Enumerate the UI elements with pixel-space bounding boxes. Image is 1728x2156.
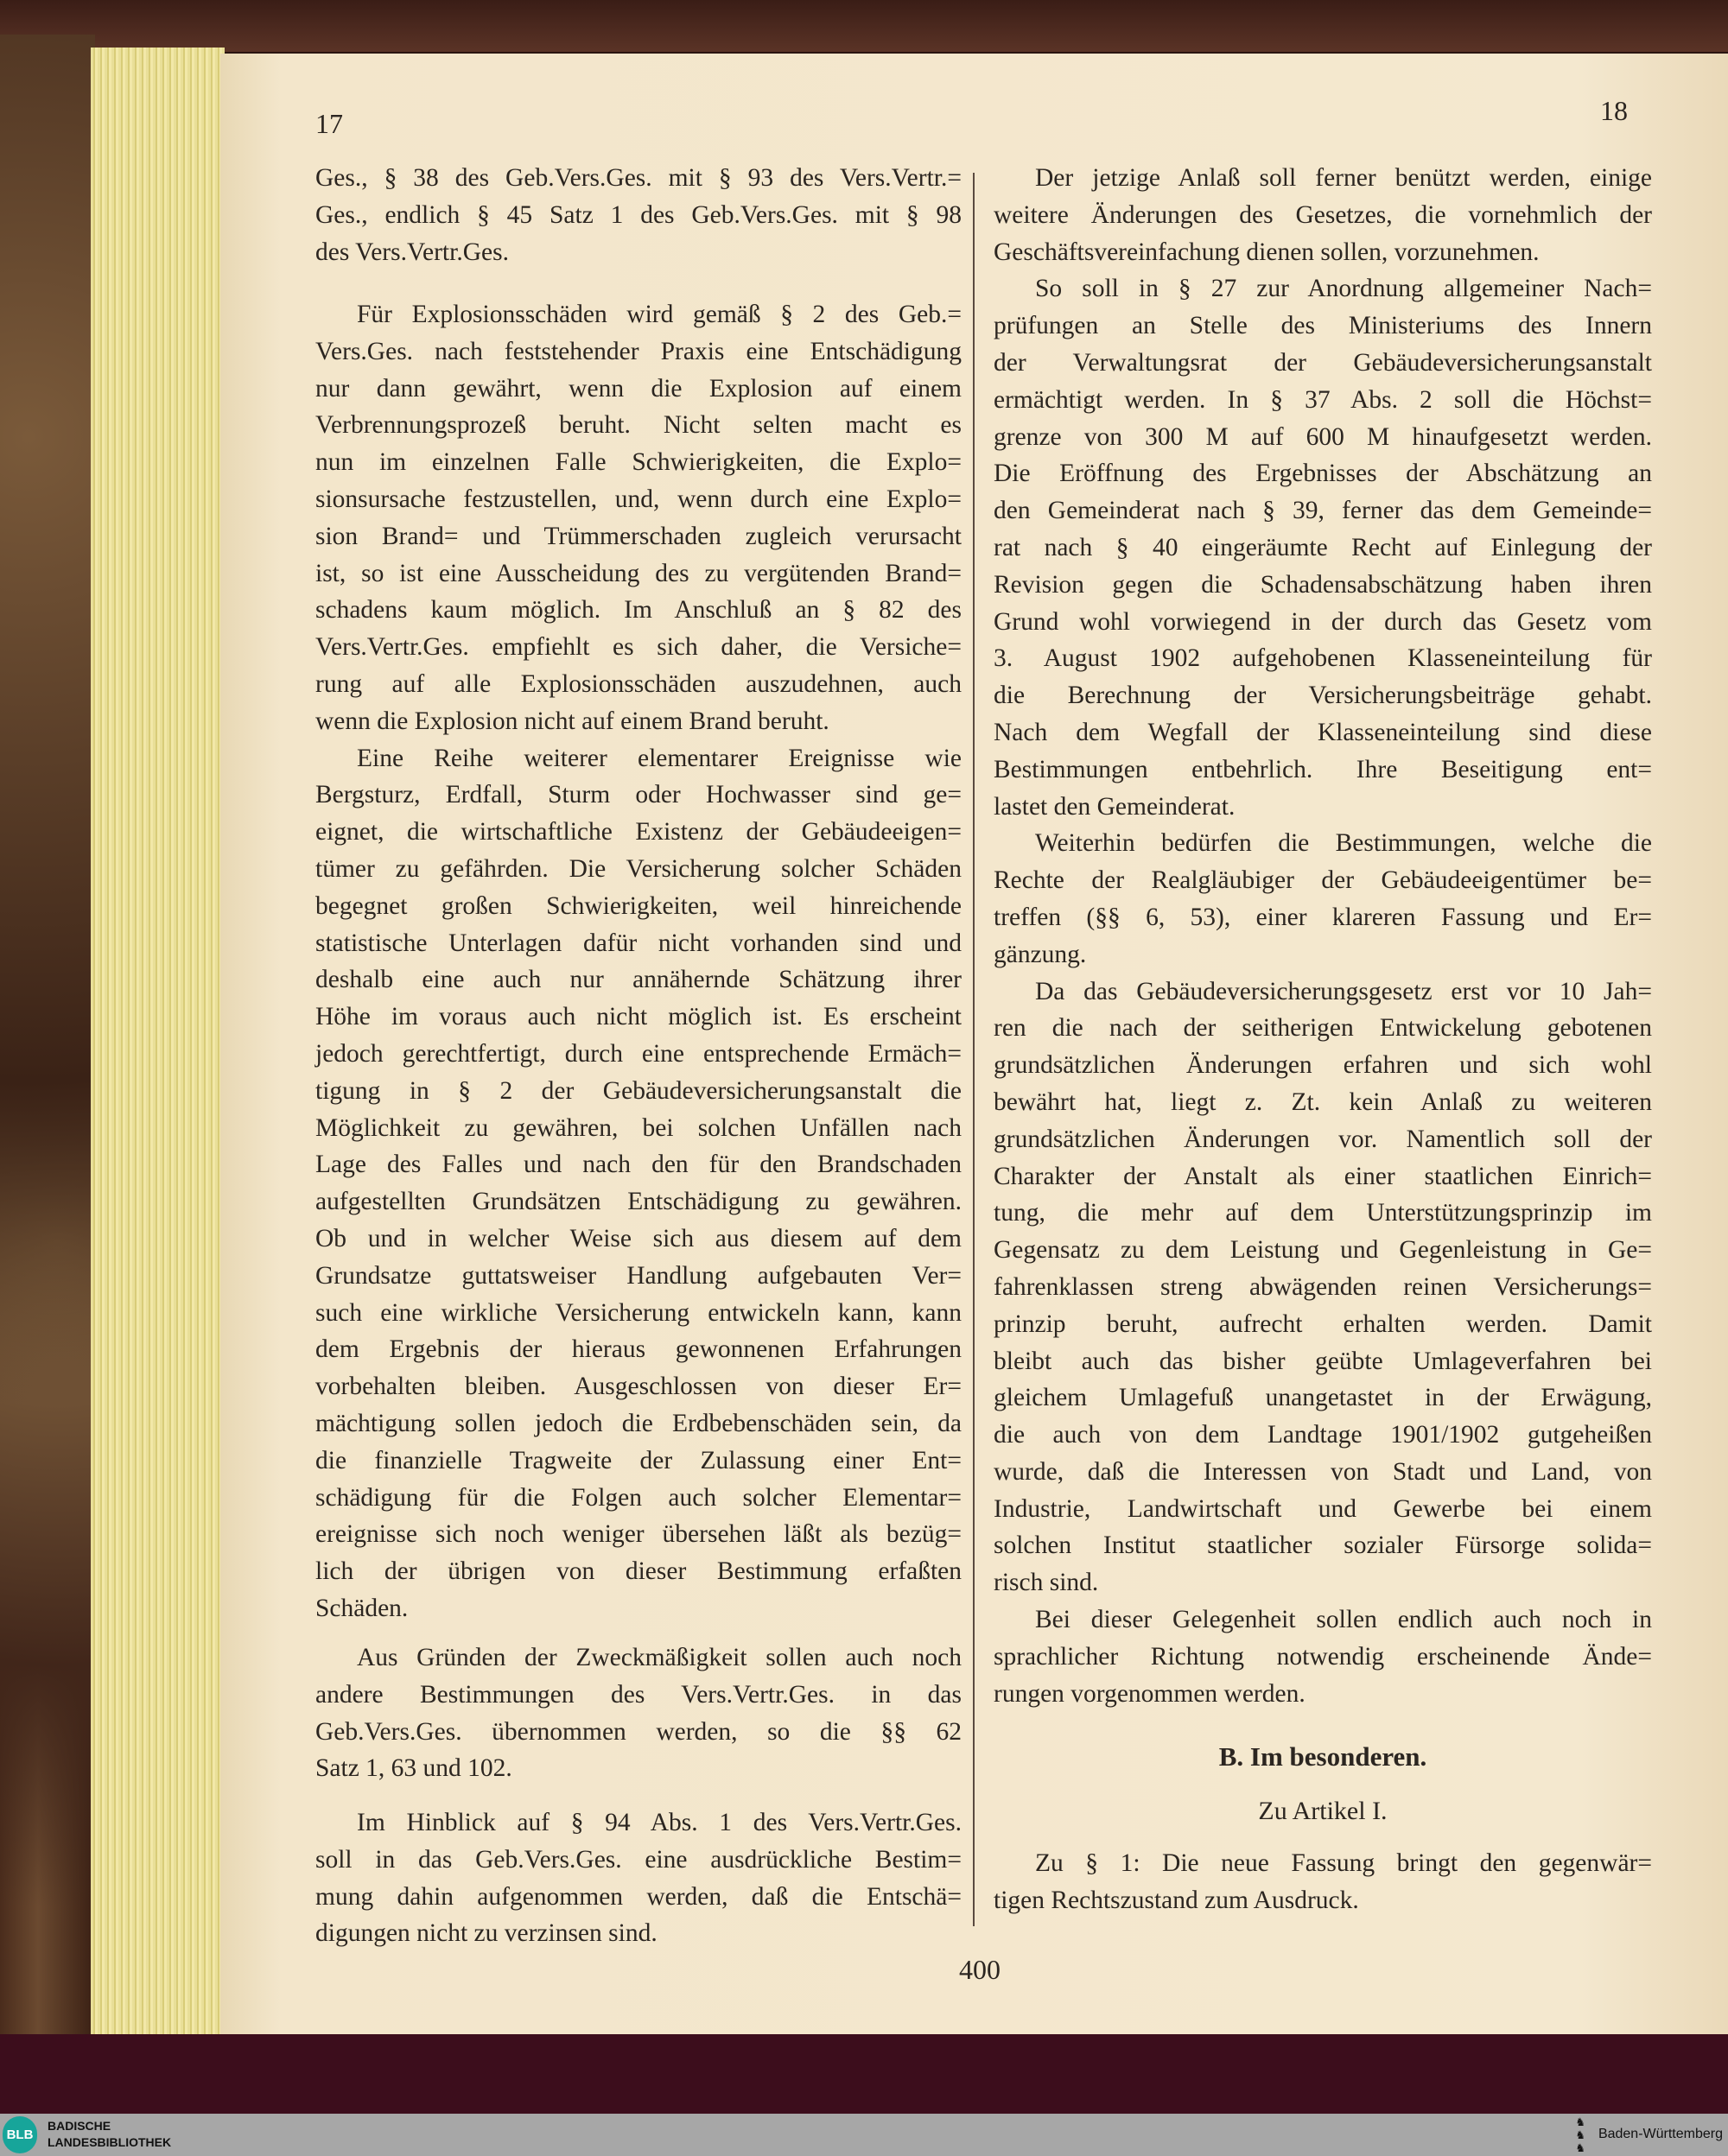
text-line: Geschäftsvereinfachung dienen sollen, vorzunehmen. <box>994 238 1540 266</box>
library-name <box>48 2118 171 2151</box>
text-line: gänzung. <box>994 940 1087 968</box>
text-line: ren die nach der seitherigen Entwickelung gebotenen <box>994 1014 1652 1043</box>
text-line: Weiterhin bedürfen die Bestimmungen, welche die <box>1035 829 1652 858</box>
text-line: mung dahin aufgenommen werden, daß die Entschä= <box>315 1882 962 1911</box>
text-line: die finanzielle Tragweite der Zulassung einer Ent= <box>315 1446 962 1474</box>
library-name-line2: LANDESBIBLIOTHEK <box>48 2135 172 2149</box>
text-line: die auch von dem Landtage 1901/1902 gutgeheißen <box>994 1421 1652 1449</box>
text-line: lich der übrigen von dieser Bestimmung erfaßten <box>315 1557 962 1586</box>
text-line: Verbrennungsprozeß beruht. Nicht selten macht es <box>315 411 962 440</box>
text-line: schadens kaum möglich. Im Anschluß an § 82 des <box>315 596 962 625</box>
baden-wuerttemberg-lions-icon: ♞ ♞ ♞ <box>1575 2115 1585 2154</box>
text-line: 3. August 1902 aufgehobenen Klasseneinteilung für <box>994 644 1652 673</box>
paragraph <box>315 1639 962 1787</box>
text-line: Grund wohl vorwiegend in der durch das Gesetz vom <box>994 607 1652 636</box>
paragraph <box>994 1601 1652 1712</box>
blb-logo[interactable]: BLB <box>3 2116 37 2153</box>
right-column-block <box>994 160 1652 1712</box>
text-line: des Vers.Vertr.Ges. <box>315 238 509 266</box>
article-heading: Zu Artikel I. <box>1258 1797 1388 1825</box>
text-line: treffen (§§ 6, 53), einer klareren Fassung und Er= <box>994 903 1652 931</box>
text-line: fahrenklassen streng abwägenden reinen Versicherungs= <box>994 1272 1652 1301</box>
page-number-left: 17 <box>315 108 343 139</box>
text-line: Ges., § 38 des Geb.Vers.Ges. mit § 93 des Vers.Vertr.= <box>315 164 962 192</box>
text-line: begegnet großen Schwierigkeiten, weil hinreichende <box>315 891 962 920</box>
text-line: Geb.Vers.Ges. übernommen werden, so die §§ 62 <box>315 1717 962 1746</box>
text-line: Ges., endlich § 45 Satz 1 des Geb.Vers.Ges. mit § 98 <box>315 200 962 229</box>
text-line: mächtigung sollen jedoch die Erdbebenschäden sein, da <box>315 1409 962 1437</box>
text-line: So soll in § 27 zur Anordnung allgemeiner Nach= <box>1035 275 1652 303</box>
text-line: Vers.Vertr.Ges. empfiehlt es sich daher, die Versiche= <box>315 633 962 662</box>
text-line: nur dann gewährt, wenn die Explosion auf einem <box>315 374 962 403</box>
text-line: Im Hinblick auf § 94 Abs. 1 des Vers.Vertr.Ges. <box>357 1809 962 1836</box>
column-divider <box>973 173 975 1926</box>
text-line: Satz 1, 63 und 102. <box>315 1754 512 1783</box>
right-column-block <box>994 1845 1652 1919</box>
paragraph <box>994 973 1652 1602</box>
text-line: Grundsatze guttatsweiser Handlung aufgebauten Ver= <box>315 1261 962 1290</box>
text-line: rungen vorgenommen werden. <box>994 1679 1306 1708</box>
paragraph <box>994 270 1652 825</box>
text-line: aufgestellten Grundsätzen Entschädigung zu gewähren. <box>315 1188 962 1216</box>
paragraph <box>315 1804 962 1952</box>
text-line: die Berechnung der Versicherungsbeiträge gehabt. <box>994 682 1652 710</box>
text-line: schädigung für die Folgen auch solcher Elementar= <box>315 1483 962 1512</box>
text-line: rung auf alle Explosionsschäden auszudehnen, auch <box>315 669 962 698</box>
text-line: Rechte der Realgläubiger der Gebäudeeigentümer be= <box>994 866 1652 895</box>
text-line: Für Explosionsschäden wird gemäß § 2 des Geb.= <box>357 301 962 328</box>
text-line: Da das Gebäudeversicherungsgesetz erst vor 10 Jah= <box>1035 977 1652 1005</box>
text-line: risch sind. <box>994 1569 1099 1597</box>
text-line: lastet den Gemeinderat. <box>994 792 1236 821</box>
text-line: wenn die Explosion nicht auf einem Brand beruht. <box>315 707 829 735</box>
text-line: Ob und in welcher Weise sich aus diesem auf dem <box>315 1224 962 1252</box>
text-line: der Verwaltungsrat der Gebäudeversicherungsanstalt <box>994 348 1652 377</box>
text-line: Die Eröffnung des Ergebnisses der Abschätzung an <box>994 460 1652 488</box>
text-line: tigung in § 2 der Gebäudeversicherungsanstalt die <box>315 1076 962 1105</box>
paragraph <box>994 825 1652 973</box>
text-line: bleibt auch das bisher geübte Umlageverfahren bei <box>994 1347 1652 1375</box>
state-name[interactable]: Baden-Württemberg <box>1598 2127 1723 2141</box>
text-line: tigen Rechtszustand zum Ausdruck. <box>994 1886 1359 1914</box>
text-line: grenze von 300 M auf 600 M hinaufgesetzt werden. <box>994 422 1652 451</box>
page-number-bottom: 400 <box>959 1954 1001 1985</box>
text-line: sion Brand= und Trümmerschaden zugleich verursacht <box>315 522 962 550</box>
left-column-block <box>315 1639 962 1787</box>
text-line: Lage des Falles und nach den für den Brandschaden <box>315 1151 962 1179</box>
text-line: Charakter der Anstalt als einer staatlichen Einrich= <box>994 1162 1652 1190</box>
text-line: Bestimmungen entbehrlich. Ihre Beseitigung ent= <box>994 755 1652 783</box>
book-cover-marbled-edge <box>0 35 95 2047</box>
footer-bar <box>0 2114 1728 2156</box>
text-line: eignet, die wirtschaftliche Existenz der Gebäudeeigen= <box>315 818 962 847</box>
section-heading: B. Im besonderen. <box>1218 1741 1427 1772</box>
text-line: deshalb eine auch nur annähernde Schätzung ihrer <box>315 966 962 994</box>
text-line: digungen nicht zu verzinsen sind. <box>315 1919 658 1948</box>
paragraph <box>315 296 962 740</box>
text-line: Nach dem Wegfall der Klasseneinteilung sind diese <box>994 718 1652 746</box>
text-line: Bergsturz, Erdfall, Sturm oder Hochwasser sind ge= <box>315 781 962 809</box>
text-line: Eine Reihe weiterer elementarer Ereignisse wie <box>357 744 962 772</box>
text-line: Vers.Ges. nach feststehender Praxis eine Entschädigung <box>315 337 962 365</box>
text-line: weitere Änderungen des Gesetzes, die vornehmlich der <box>994 200 1652 229</box>
left-column-block <box>315 160 962 270</box>
paragraph <box>994 1845 1652 1919</box>
text-line: Bei dieser Gelegenheit sollen endlich auch noch in <box>1035 1606 1652 1634</box>
text-line: Revision gegen die Schadensabschätzung haben ihren <box>994 570 1652 599</box>
text-line: ermächtigt werden. In § 37 Abs. 2 soll die Höchst= <box>994 385 1652 414</box>
text-line: statistische Unterlagen dafür nicht vorhanden sind und <box>315 929 962 957</box>
paragraph <box>315 160 962 270</box>
paragraph <box>315 740 962 1627</box>
text-line: grundsätzlichen Änderungen erfahren und sich wohl <box>994 1051 1652 1080</box>
text-line: Zu § 1: Die neue Fassung bringt den gegenwär= <box>1035 1849 1652 1877</box>
left-column-block <box>315 296 962 1627</box>
text-line: tung, die mehr auf dem Unterstützungsprinzip im <box>994 1199 1652 1227</box>
text-line: Möglichkeit zu gewähren, bei solchen Unfällen nach <box>315 1113 962 1142</box>
text-line: ereignisse sich noch weniger übersehen läßt als bezüg= <box>315 1520 962 1549</box>
book-top-edge <box>0 0 1728 52</box>
scan-background <box>0 2034 1728 2114</box>
text-line: tümer zu gefährden. Die Versicherung solcher Schäden <box>315 854 962 883</box>
text-line: jedoch gerechtfertigt, durch eine entsprechende Ermäch= <box>315 1039 962 1068</box>
text-line: rat nach § 40 eingeräumte Recht auf Einlegung der <box>994 533 1652 561</box>
text-line: Höhe im voraus auch nicht möglich ist. Es erscheint <box>315 1003 962 1031</box>
text-line: nun im einzelnen Falle Schwierigkeiten, die Explo= <box>315 448 962 477</box>
text-line: prinzip beruht, aufrecht erhalten werden. Damit <box>994 1309 1652 1338</box>
text-line: Gegensatz zu dem Leistung und Gegenleistung in Ge= <box>994 1236 1652 1265</box>
text-line: grundsätzlichen Änderungen vor. Namentlich soll der <box>994 1125 1652 1153</box>
text-line: solchen Institut staatlicher sozialer Fürsorge solida= <box>994 1531 1652 1560</box>
text-line: bewährt hat, liegt z. Zt. kein Anlaß zu weiteren <box>994 1088 1652 1116</box>
text-line: wurde, daß die Interessen von Stadt und Land, von <box>994 1457 1652 1486</box>
text-line: prüfungen an Stelle des Ministeriums des Innern <box>994 312 1652 340</box>
text-line: sprachlicher Richtung notwendig erscheinende Ände= <box>994 1642 1652 1671</box>
text-line: soll in das Geb.Vers.Ges. eine ausdrückliche Bestim= <box>315 1845 962 1874</box>
library-name-line1: BADISCHE <box>48 2119 111 2133</box>
text-line: such eine wirkliche Versicherung entwickeln kann, kann <box>315 1298 962 1327</box>
text-line: Schäden. <box>315 1594 409 1622</box>
left-column-block <box>315 1804 962 1952</box>
page-number-right: 18 <box>1600 95 1628 126</box>
text-line: ist, so ist eine Ausscheidung des zu vergütenden Brand= <box>315 559 962 587</box>
text-line: Industrie, Landwirtschaft und Gewerbe bei einem <box>994 1494 1652 1523</box>
paragraph <box>994 160 1652 270</box>
text-line: sionsursache festzustellen, und, wenn durch eine Explo= <box>315 485 962 513</box>
text-line: Der jetzige Anlaß soll ferner benützt werden, einige <box>1035 164 1652 192</box>
text-line: andere Bestimmungen des Vers.Vertr.Ges. in das <box>315 1680 962 1709</box>
text-line: gleichem Umlagefuß unangetastet in der Erwägung, <box>994 1384 1652 1412</box>
text-line: Aus Gründen der Zweckmäßigkeit sollen auch noch <box>357 1644 962 1671</box>
text-line: vorbehalten bleiben. Ausgeschlossen von dieser Er= <box>315 1373 962 1401</box>
book-page-edges <box>91 48 225 2034</box>
text-line: den Gemeinderat nach § 39, ferner das dem Gemeinde= <box>994 497 1652 525</box>
text-line: dem Ergebnis der hieraus gewonnenen Erfahrungen <box>315 1335 962 1364</box>
